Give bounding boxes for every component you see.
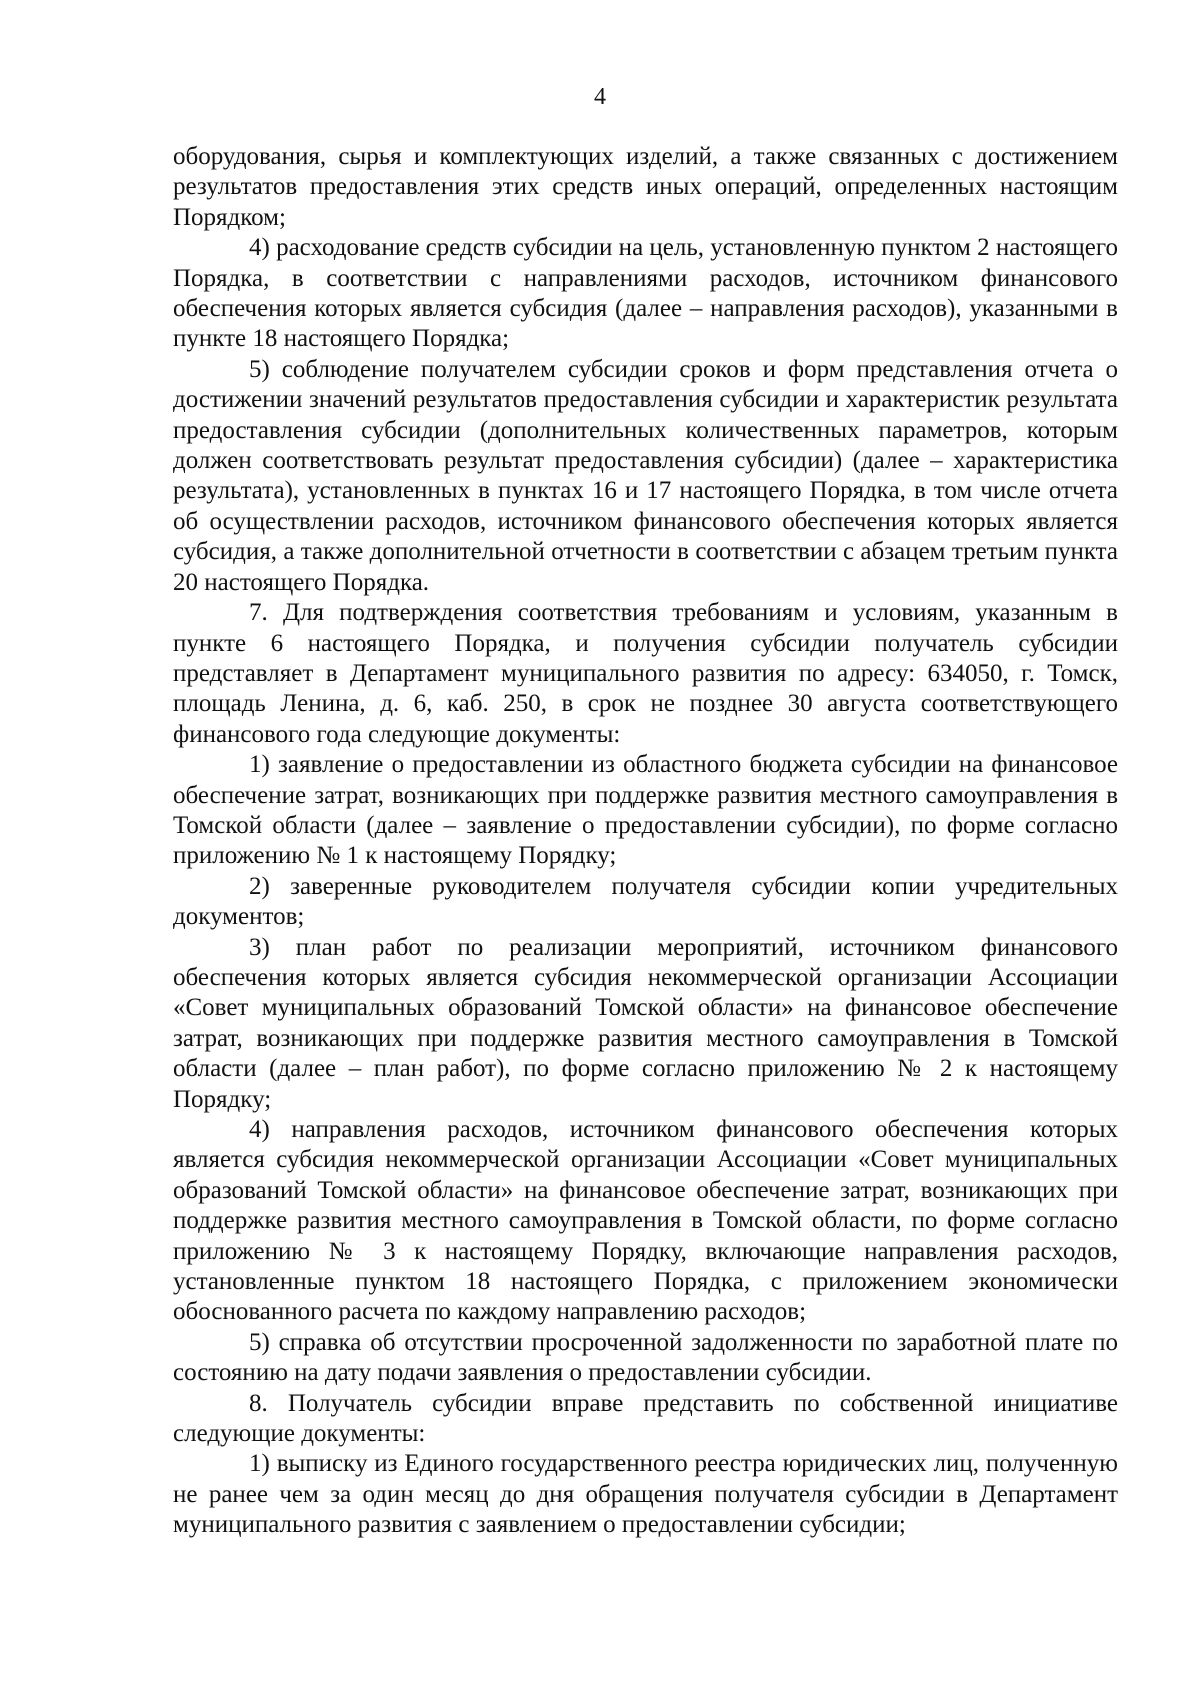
paragraph-clause-7-item-5: 5) справка об отсутствии просроченной задолженности по заработной плате по состоянию на дату подачи заявления о предоставлении субсидии. [173, 1328, 1118, 1387]
paragraph-clause-7: 7. Для подтверждения соответствия требованиям и условиям, указанным в пункте 6 настоящего Порядка, и получения субсидии получатель субсидии представляет в Департамент муниципального развития по адресу: 634050, г. Томск, площадь Ленина, д. 6, каб. 250, в срок не позднее 30 августа соответствующего финансового года следующие документы: [173, 599, 1118, 748]
paragraph-item-5-reporting: 5) соблюдение получателем субсидии сроков и форм представления отчета о достижении значений результатов предоставления субсидии и характеристик результата предоставления субсидии (дополнительных количественных параметров, которым должен соответствовать результат предоставления субсидии) (далее – характеристика результата), установленных в пунктах 16 и 17 настоящего Порядка, в том числе отчета об осуществлении расходов, источником финансового обеспечения которых является субсидия, а также дополнительной отчетности в соответствии с абзацем третьим пункта 20 настоящего Порядка. [173, 355, 1118, 596]
paragraph-clause-7-item-1: 1) заявление о предоставлении из областного бюджета субсидии на финансовое обеспечение затрат, возникающих при поддержке развития местного самоуправления в Томской области (далее – заявление о предоставлении субсидии), по форме согласно приложению № 1 к настоящему Порядку; [173, 751, 1118, 870]
paragraph-clause-7-item-2: 2) заверенные руководителем получателя субсидии копии учредительных документов; [173, 872, 1118, 931]
paragraph-clause-7-item-4: 4) направления расходов, источником финансового обеспечения которых является субсидия некоммерческой организации Ассоциации «Совет муниципальных образований Томской области» на финансовое обеспечение затрат, возникающих при поддержке развития местного самоуправления в Томской области, по форме согласно приложению № 3 к настоящему Порядку, включающие направления расходов, установленные пунктом 18 настоящего Порядка, с приложением экономически обоснованного расчета по каждому направлению расходов; [173, 1116, 1118, 1326]
paragraph-item-4-spending: 4) расходование средств субсидии на цель, установленную пунктом 2 настоящего Порядка, в соответствии с направлениями расходов, источником финансового обеспечения которых является субсидия (далее – направления расходов), указанными в пункте 18 настоящего Порядка; [173, 234, 1118, 353]
paragraph-clause-7-item-3: 3) план работ по реализации мероприятий, источником финансового обеспечения которых является субсидия некоммерческой организации Ассоциации «Совет муниципальных образований Томской области» на финансовое обеспечение затрат, возникающих при поддержке развития местного самоуправления в Томской области (далее – план работ), по форме согласно приложению № 2 к настоящему Порядку; [173, 933, 1118, 1113]
paragraph-clause-8-item-1: 1) выписку из Единого государственного реестра юридических лиц, полученную не ранее чем за один месяц до дня обращения получателя субсидии в Департамент муниципального развития с заявлением о предоставлении субсидии; [173, 1450, 1118, 1539]
paragraph-clause-8: 8. Получатель субсидии вправе представить по собственной инициативе следующие документы: [173, 1389, 1118, 1448]
document-body [173, 142, 1118, 1541]
page-number: 4 [594, 84, 606, 110]
paragraph-equipment-continuation: оборудования, сырья и комплектующих изделий, а также связанных с достижением результатов предоставления этих средств иных операций, определенных настоящим Порядком; [173, 143, 1118, 231]
